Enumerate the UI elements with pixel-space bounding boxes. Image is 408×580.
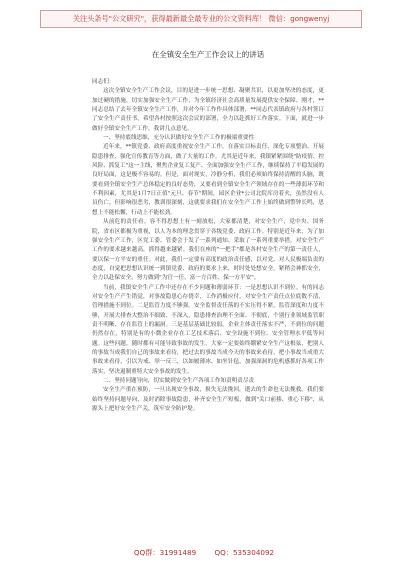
section-heading-1: 一、坚持底线思维，充分认识做好安全生产工作的极端重要性 bbox=[103, 135, 255, 142]
qq-contact-label: QQ：535304092 bbox=[214, 548, 275, 557]
paragraph-prevention: 安全生产重在预防，一旦出现安全事故，损失无法挽回，逝去的生命也无法挽救。我们要始终坚持问题导向，及时消除事故隐患，补齐安全生产短板，做到"关口前移、重心下移"，从源头上把好安全生产关，筑牢安全防护堤。 bbox=[92, 387, 324, 413]
paragraph-intro: 这次全镇安全生产工作会议，目的是进一步统一思想、凝聚共识，以更加坚决的态度，更加过硬的措施，切实加强安全生产工作，为全镇经济社会高质量发展提供安全保障。刚才，**同志总结了去年全镇安全生产工作，并对今年工作作具体部署，**同志代表镇政府与各村签订了安全生产责任书，希望各村按照这次会议的部署，全力以赴抓好工作落实。下面，就进一步做好全镇安全生产工作，我讲几点意见。 bbox=[92, 88, 324, 132]
promo-banner-text: 关注头条号"公文研究"，获得最新最全最专业的公文资料库！ 微信：gongwenyj bbox=[72, 14, 330, 23]
document-body bbox=[92, 78, 324, 540]
contact-footer bbox=[0, 548, 408, 558]
paragraph-situation: 近年来，**镇党委、政府高度重视安全生产工作，在落实目标责任、深化专项整治、开展隐患排查、强化宣传教育等方面，做了大量的工作。尤其是近年来，我镇紧紧围绕"防疫情、控风险、抓复工"这一主线，聚焦企业复工复产、全面加强安全生产工作，继续保持了平稳发展的良好局面，这是极不容易的。但是，面对现实，冷静分析，我们必须始终保持清醒的头脑，既要看到全镇安全生产总体稳定的良好态势，又要看到全镇安全生产领域存在的一些薄弱环节和不利因素，尤其是1月7日正值"元旦、春节"期间，园区企业*公司北院库房着火，虽然没有人员伤亡，但影响很恶劣，教训很深刻，这就要求我们在安全生产工作上始终做到警钟长鸣，思想上不能松懈，行动上不能松劲。 bbox=[92, 144, 324, 216]
paragraph-problems: 当前，我镇安全生产工作中还存在不少问题和薄弱环节：一是思想认识不到位。有的同志对安全生产产生错觉，对事故隐患心存侥幸，工作消极应付，对安全生产责任点位底数不清，管理措施不到位。二是监管力度不够强。安全监督责任落的不实压得不紧，监管深度和力度不够，开展大排查大整治不细致、不深入，隐患排查治理不全面、不彻底，个别行业领域监管职责不明晰，存在监管上的漏洞。三是基层基础比较弱。企业主体责任落实不严，不到位的问题仍然存在，特别是有的小微企业存在工艺技术落后、安全设施不到位、安全管理水平低等问题。这些问题，随时都有可能导致事故的发生。大家一定要始终绷紧安全生产这根弦，把别人的事故当成我们自己的事故来看待，把过去的事故当成今天的事故来看待，把小事故当成重大事故来看待，引以为戒、举一反三，以如履薄冰、如坐针毡，加强深洞的危机感抓好各项工作落实，坚决遏制重特大安全事故的发生。 bbox=[92, 284, 324, 375]
paragraph-responsibility: 从前危的责任看。容不得思想上有一刻放松，大家都清楚，对安全生产，党中央、国务院，省市区都极为重视，以人为本的理念贯穿于各级党委、政府工作。特别是近年来，为了加强安全生产工作，区党工委、管委会于发了一系列通知、采取了一系列重要举措，对安全生产工作的要求越来越高，抓得越来越紧。我们在座的"一把手"都是各村安全生产的第一责任人，要以保一方平安的重任。对此，我们一定要有高度的政治责任感，以对党、对人民极端负责的态度，自觉把思想认识统一到镇党委、政府的要求上来，时时处处想安全，紧稍会神抓安全，全力以赴保安全，努力做到"为官一任，富一方百姓、保一方平安"。 bbox=[92, 219, 324, 282]
promo-banner[interactable] bbox=[40, 10, 362, 28]
section-heading-2: 二、坚持问题导向，切实做到安全生产各项工作知责明责尽责 bbox=[103, 378, 255, 384]
qq-group-label: QQ群：31991489 bbox=[133, 548, 197, 557]
document-title: 在全镇安全生产工作会议上的讲话 bbox=[151, 50, 265, 59]
greeting: 同志们： bbox=[92, 79, 115, 85]
